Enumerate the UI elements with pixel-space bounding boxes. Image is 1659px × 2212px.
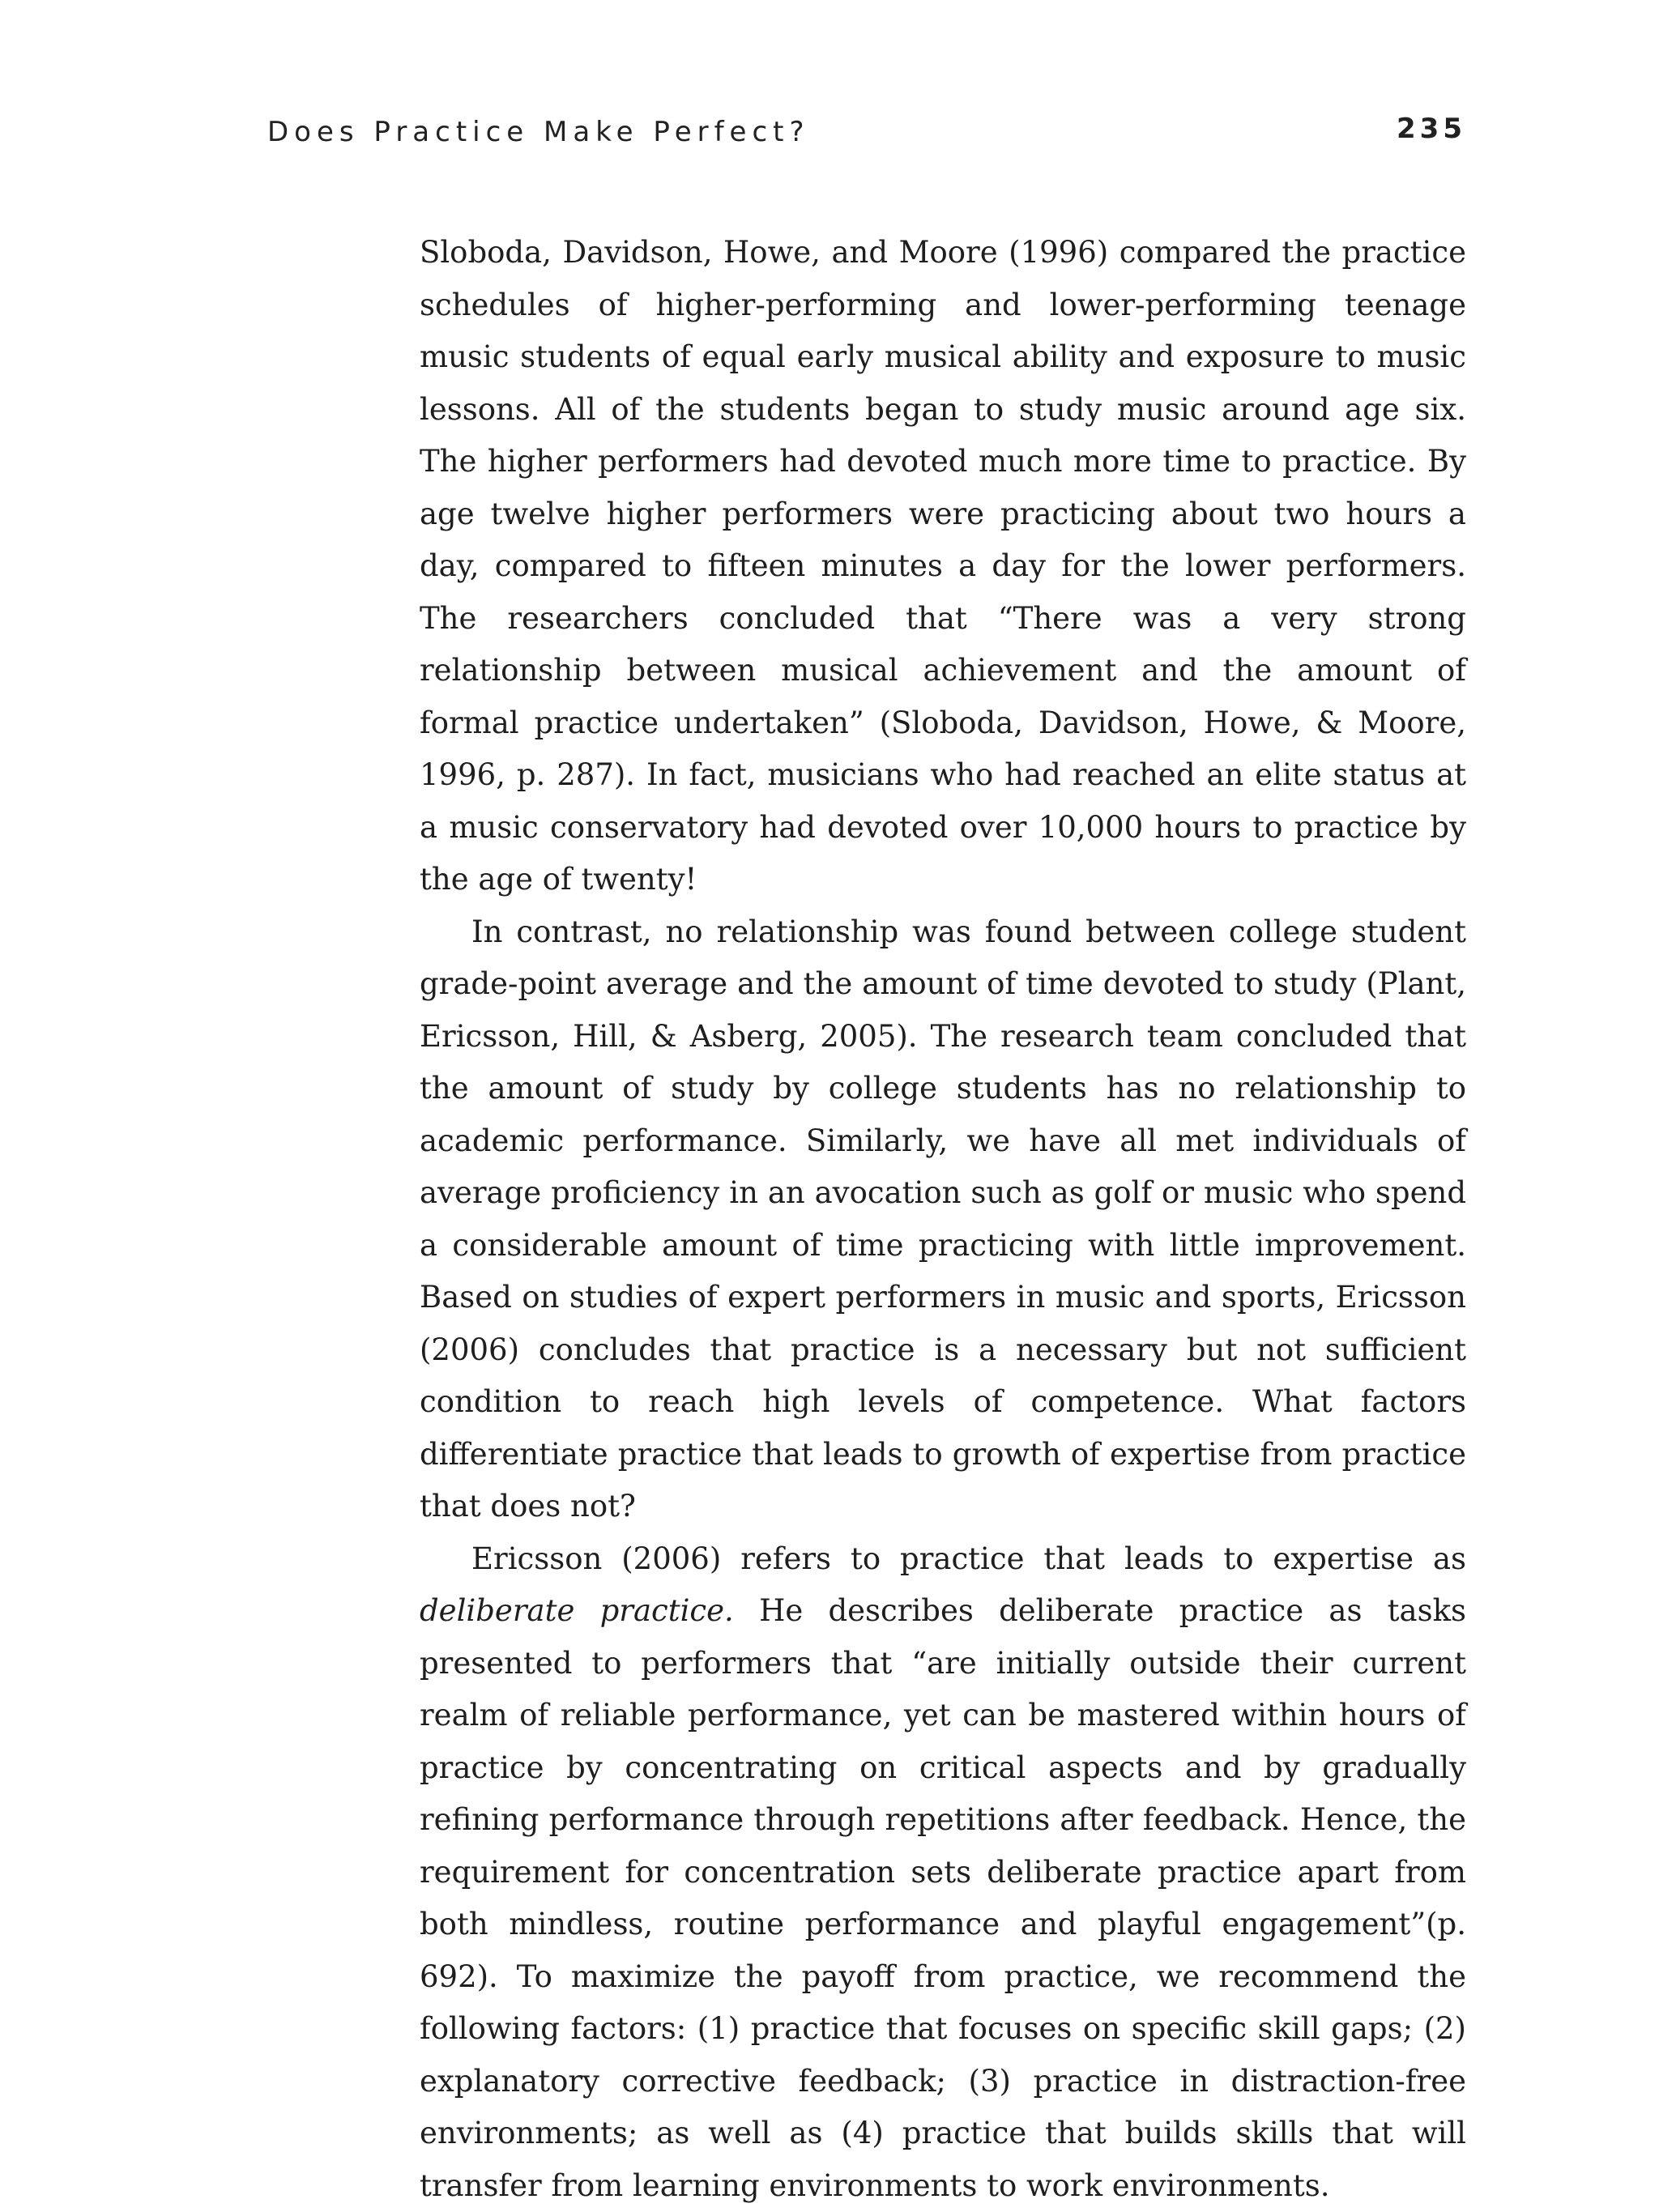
paragraph-3-rest: He describes deliberate practice as tasks presented to performers that “are initially outside their current realm of reliable performance, yet can be mastered within hours of practice by concentrating on critical aspects and by gradually refining performance through repetitions after feedback. Hence, the requirement for concentration sets deliberate practice apart from both mindless, routine performance and playful engagement”(p. 692). To maximize the payoff from practice, we recommend the following factors: (1) practice that focuses on specific skill gaps; (2) explanatory corrective feedback; (3) practice in distraction-free environments; as well as (4) practice that builds skills that will transfer from learning environments to work environments. [420, 1593, 1466, 2203]
page-number: 235 [1397, 113, 1466, 145]
running-head-title: Does Practice Make Perfect? [267, 116, 810, 148]
paragraph-1: Sloboda, Davidson, Howe, and Moore (1996) compared the practice schedules of higher-performing and lower-performing teenage music students of equal early musical ability and exposure to music lessons. All of the students began to study music around age six. The higher performers had devoted much more time to practice. By age twelve higher performers were practicing about two hours a day, compared to fifteen minutes a day for the lower performers. The researchers concluded that “There was a very strong relationship between musical achievement and the amount of formal practice undertaken” (Sloboda, Davidson, Howe, & Moore, 1996, p. 287). In fact, musicians who had reached an elite status at a music conservatory had devoted over 10,000 hours to practice by the age of twenty! [420, 227, 1466, 906]
paragraph-3 [420, 1533, 1466, 2212]
body-text [420, 227, 1466, 2212]
paragraph-3-term: deliberate practice. [420, 1593, 734, 1628]
paragraph-2: In contrast, no relationship was found between college student grade-point average and the amount of time devoted to study (Plant, Ericsson, Hill, & Asberg, 2005). The research team concluded that the amount of study by college students has no relationship to academic performance. Similarly, we have all met individuals of average proficiency in an avocation such as golf or music who spend a considerable amount of time practicing with little improvement. Based on studies of expert performers in music and sports, Ericsson (2006) concludes that practice is a necessary but not sufficient condition to reach high levels of competence. What factors differentiate practice that leads to growth of expertise from practice that does not? [420, 906, 1466, 1533]
paragraph-3-lead: Ericsson (2006) refers to practice that leads to expertise as [471, 1541, 1466, 1576]
